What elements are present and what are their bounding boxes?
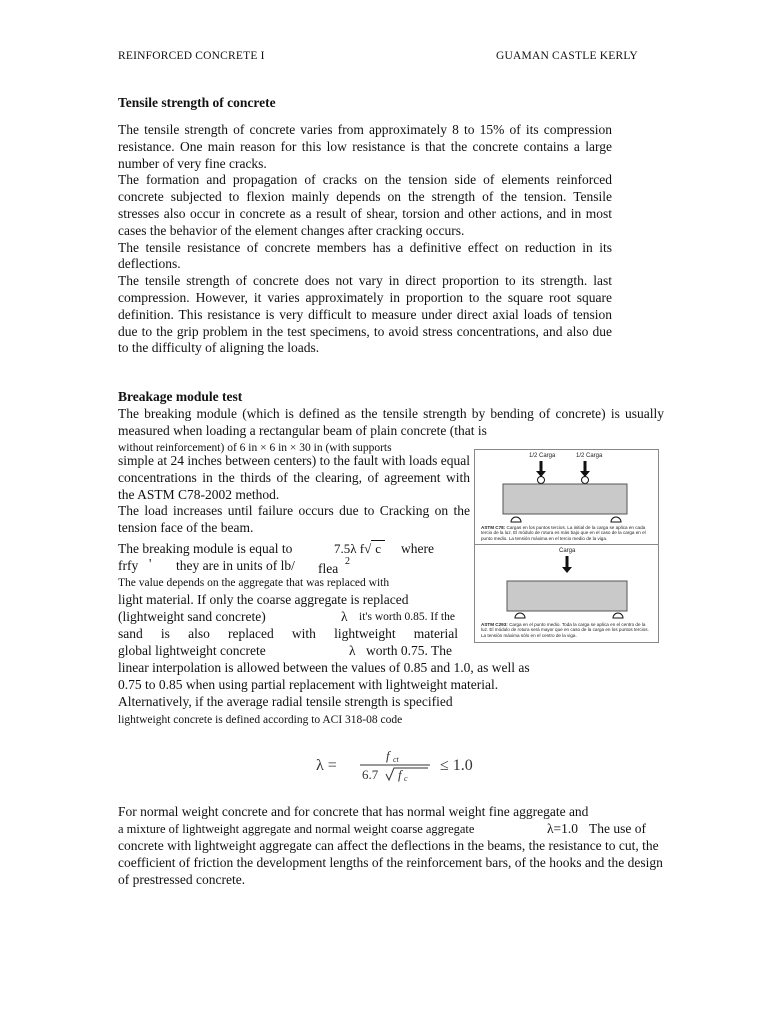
formula-c: c <box>371 540 385 556</box>
header-course: REINFORCED CONCRETE I <box>118 50 265 62</box>
caption-c78-text: Cargas en los puntos tercios. La initial de la carga se aplica en cada tercio de la luz. El módulo de rotura es más bajo que en el caso de la carga en el punto medio. La tensión máxima en el tercio medio de la viga. <box>481 525 646 541</box>
value-line: The value depends on the aggregate that was replaced with <box>118 577 390 589</box>
final-paragraph: concrete with lightweight aggregate can affect the deflections in the beams, the resistance to cut, the coefficient of friction the development lengths of the reinforcement bars, of the hooks and the design of prestressed concrete. <box>118 838 663 887</box>
sqrt-symbol: √ <box>364 541 372 556</box>
formula-text: 7.5λ f <box>334 541 365 556</box>
down-arrow-icon <box>562 556 572 573</box>
eq-rhs: ≤ 1.0 <box>440 757 473 774</box>
breakage-left-column <box>118 453 470 537</box>
support-icon <box>511 517 521 522</box>
after-line-1: linear interpolation is allowed between the values of 0.85 and 1.0, as well as <box>118 660 530 675</box>
lambda-symbol: λ <box>341 609 348 624</box>
paragraph: The formation and propagation of cracks on the tension side of elements reinforced concrete subjected to flexion mainly depends on the strength of the tension. Tensile stresses also occur in concrete as a result of shear, torsion and other actions, and in most cases the behavior of the element changes after cracking occurs. <box>118 172 612 238</box>
section-title-tensile: Tensile strength of concrete <box>118 95 276 110</box>
down-arrow-icon <box>580 461 590 477</box>
units-text: they are in units of lb/ <box>176 558 295 573</box>
lambda-symbol: λ <box>349 643 356 658</box>
support-icon <box>613 613 623 618</box>
light-line-1: light material. If only the coarse aggregate is replaced <box>118 592 409 607</box>
load-label-right: 1/2 Carga <box>576 453 603 459</box>
light-line-4: global lightweight concrete <box>118 643 266 658</box>
final-line-2c: The use of <box>589 821 646 836</box>
caption-c293 <box>481 622 653 638</box>
load-roller-icon <box>582 477 589 484</box>
header-author: GUAMAN CASTLE KERLY <box>496 50 638 62</box>
worth-085: it's worth 0.85. If the <box>359 611 455 623</box>
paragraph: The tensile resistance of concrete members has a definitive effect on reduction in its deflections. <box>118 239 612 272</box>
paragraph: The load increases until failure occurs due to Cracking on the tension face of the beam. <box>118 503 470 536</box>
paragraph: The tensile strength of concrete varies from approximately 8 to 15% of its compression resistance. One main reason for this low resistance is that the concrete contains a large number of very fine cracks. <box>118 122 612 171</box>
eq-numerator: f <box>386 748 390 763</box>
caption-c293-code: ASTM C293: <box>481 622 508 627</box>
after-line-2: 0.75 to 0.85 when using partial replacement with lightweight material. <box>118 677 499 692</box>
caption-c78-code: ASTM C78: <box>481 525 506 530</box>
superscript-2: 2 <box>345 556 350 567</box>
caption-c293-text: Carga en el punto medio. Toda la carga se aplica en el centro de la luz. El módulo de rotura será mayor que en caso de la carga en los puntos tercios. La tensión máxima sólo en el centro de la viga. <box>481 622 649 638</box>
down-arrow-icon <box>536 461 546 477</box>
paragraph: The tensile strength of concrete does not vary in direct proportion to its strength. last compression. However, it varies approximately in proportion to the square root square definition. This resistance is very difficult to measure under direct axial loads of tension due to the grip problem in the test specimens, to avoid stress concentrations, and also due to the difficulty of aligning the loads. <box>118 273 612 356</box>
tensile-body <box>118 122 612 357</box>
flea-text: flea <box>318 561 339 576</box>
paragraph: simple at 24 inches between centers) to the fault with loads equal concentrations in the thirds of the clearing, of agreement with the ASTM C78-2002 method. <box>118 453 471 502</box>
frfy-mark: ' <box>149 556 152 571</box>
load-label-left: 1/2 Carga <box>529 453 556 459</box>
after-line-3: Alternatively, if the average radial tensile strength is specified <box>118 694 453 709</box>
eq-denominator: 6.7 <box>362 767 379 782</box>
where-word: where <box>401 541 434 556</box>
light-line-3: sand is also replaced with lightweight material <box>118 626 458 641</box>
eq-den-f: f <box>398 767 402 782</box>
worth-075: worth 0.75. The <box>366 643 452 658</box>
eq-den-sub: c <box>404 774 408 783</box>
eq-lhs: λ = <box>316 757 337 774</box>
center-load-label: Carga <box>559 548 576 554</box>
support-icon <box>611 517 621 522</box>
light-line-2: (lightweight sand concrete) <box>118 609 266 624</box>
lambda-equation <box>316 746 526 786</box>
beam-specimen <box>503 484 627 514</box>
final-line-1: For normal weight concrete and for concrete that has normal weight fine aggregate and <box>118 804 589 819</box>
section-title-breakage: Breakage module test <box>118 389 243 404</box>
beam-specimen <box>507 581 627 611</box>
frfy-label: frfy <box>118 558 139 573</box>
paragraph-small: without reinforcement) of 6 in × 6 in × 30 in (with supports <box>118 441 392 454</box>
eq-numerator-sub: ct <box>393 755 399 764</box>
paragraph: The breaking module (which is defined as the tensile strength by bending of concrete) is usually measured when loading a rectangular beam of plain concrete (that is <box>118 406 664 438</box>
aci-line: lightweight concrete is defined according to ACI 318-08 code <box>118 714 403 726</box>
final-lambda-value: λ=1.0 <box>547 821 579 836</box>
test-figure <box>474 449 659 643</box>
caption-c78 <box>481 525 653 541</box>
breaking-formula <box>334 541 385 557</box>
final-line-2a: a mixture of lightweight aggregate and normal weight coarse aggregate <box>118 822 475 836</box>
support-icon <box>515 613 525 618</box>
load-roller-icon <box>538 477 545 484</box>
equation-graphic <box>316 746 526 786</box>
breaking-module-line: The breaking module is equal to <box>118 541 293 556</box>
